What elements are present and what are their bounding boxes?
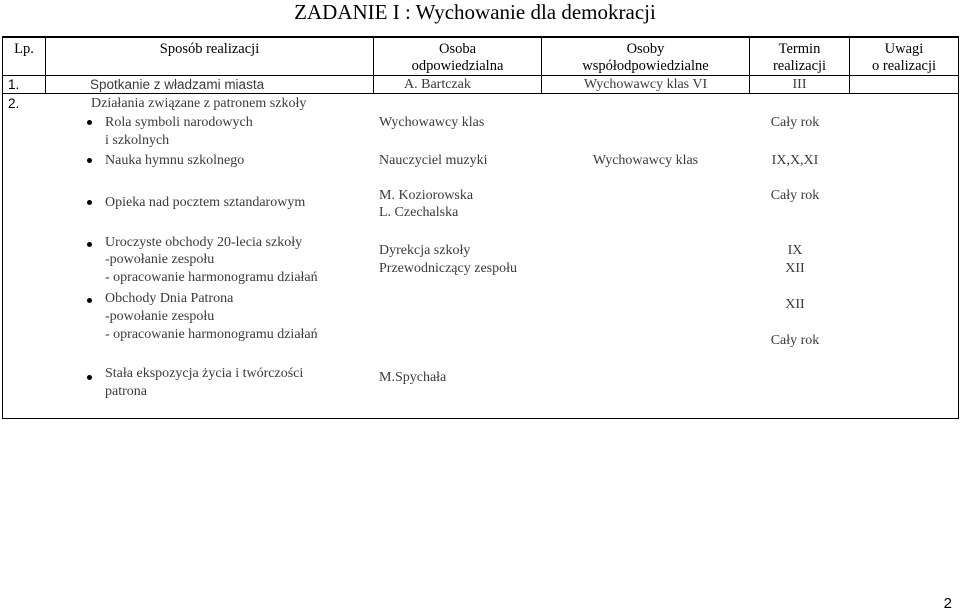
row2-heading: Działania związane z patronem szkoły xyxy=(91,96,307,111)
header-uwagi-line2: o realizacji xyxy=(872,58,936,74)
item-poczet-osoba-1: M. Koziorowska xyxy=(379,188,474,203)
header-osoba-line2: odpowiedzialna xyxy=(411,58,504,74)
item-hymn-osoby: Wychowawcy klas xyxy=(592,153,699,168)
row1-sposob: Spotkanie z władzami miasta xyxy=(90,77,265,92)
bullet-marker xyxy=(87,242,92,247)
item-obchody-line3: - opracowanie harmonogramu działań xyxy=(105,270,318,285)
item-obchody-termin-2: XII xyxy=(785,261,805,276)
row1-termin: III xyxy=(792,77,807,92)
document-title: ZADANIE I : Wychowanie dla demokracji xyxy=(294,0,656,24)
item-obchody-osoba-2: Przewodniczący zespołu xyxy=(379,261,517,276)
row2-lp: 2. xyxy=(8,96,20,111)
item-patron-termin-1: XII xyxy=(785,297,805,312)
item-symbole-line2: i szkolnych xyxy=(105,133,170,148)
table-vline-0 xyxy=(2,36,3,419)
item-hymn-termin: IX,X,XI xyxy=(771,153,819,168)
item-hymn-line1: Nauka hymnu szkolnego xyxy=(105,153,245,168)
header-lp: Lp. xyxy=(14,41,34,57)
row1-osoba: A. Bartczak xyxy=(404,77,471,92)
bullet-marker xyxy=(87,158,92,163)
header-osoby-line2: współodpowiedzialne xyxy=(582,58,709,74)
bullet-marker xyxy=(87,375,92,380)
item-poczet-osoba-2: L. Czechalska xyxy=(379,205,459,220)
header-termin-line1: Termin xyxy=(778,41,821,57)
item-symbole-termin: Cały rok xyxy=(770,115,820,130)
item-ekspozycja-line2: patrona xyxy=(105,384,147,399)
table-vline-6 xyxy=(958,36,959,419)
bullet-marker xyxy=(87,298,92,303)
row1-osoby: Wychowawcy klas VI xyxy=(583,77,708,92)
item-patron-termin-2: Cały rok xyxy=(770,333,820,348)
table-border-top xyxy=(2,36,959,38)
table-border-bottom xyxy=(2,418,959,419)
item-obchody-termin-1: IX xyxy=(787,243,803,258)
item-obchody-line1: Uroczyste obchody 20-lecia szkoły xyxy=(105,235,303,250)
item-ekspozycja-line1: Stała ekspozycja życia i twórczości xyxy=(105,366,304,381)
item-patron-line2: -powołanie zespołu xyxy=(105,309,215,324)
item-symbole-line1: Rola symboli narodowych xyxy=(105,115,253,130)
item-poczet-termin: Cały rok xyxy=(770,188,820,203)
item-obchody-osoba-1: Dyrekcja szkoły xyxy=(379,243,471,258)
row1-lp: 1. xyxy=(8,77,20,92)
item-poczet-line1: Opieka nad pocztem sztandarowym xyxy=(105,195,306,210)
header-sposob: Sposób realizacji xyxy=(159,41,260,57)
table-border-under-row1 xyxy=(2,93,959,94)
table-border-under-header xyxy=(2,75,959,76)
item-patron-line1: Obchody Dnia Patrona xyxy=(105,291,234,306)
page-number: 2 xyxy=(943,595,952,612)
header-osoby-line1: Osoby xyxy=(626,41,665,57)
bullet-marker xyxy=(87,120,92,125)
item-hymn-osoba: Nauczyciel muzyki xyxy=(379,153,488,168)
header-uwagi-line1: Uwagi xyxy=(884,41,924,57)
item-ekspozycja-osoba: M.Spychała xyxy=(379,370,447,385)
item-symbole-osoba: Wychowawcy klas xyxy=(379,115,485,130)
header-osoba-line1: Osoba xyxy=(438,41,477,57)
item-patron-line3: - opracowanie harmonogramu działań xyxy=(105,327,318,342)
header-termin-line2: realizacji xyxy=(772,58,827,74)
bullet-marker xyxy=(87,200,92,205)
item-obchody-line2: -powołanie zespołu xyxy=(105,252,215,267)
